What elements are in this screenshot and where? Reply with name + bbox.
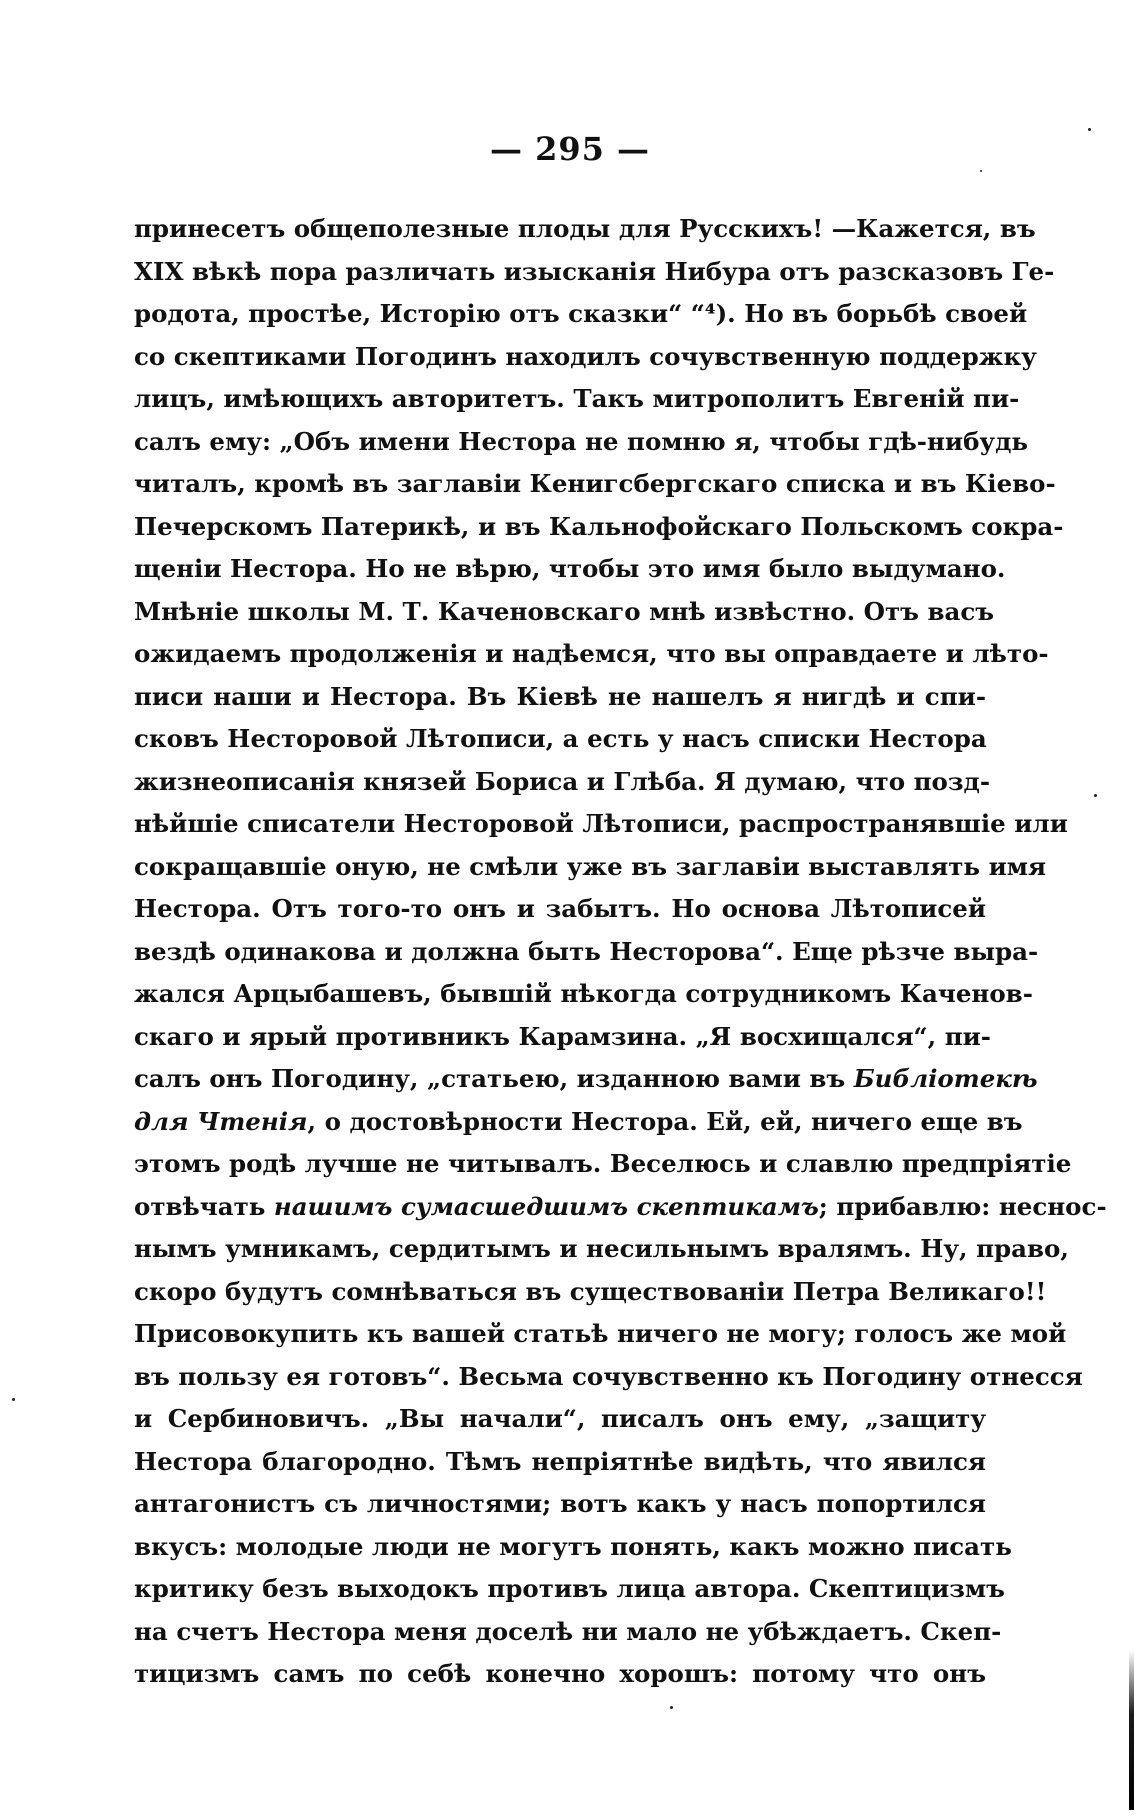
- text-line: вкусъ: молодые люди не могутъ понять, какъ можно писать: [134, 1531, 1012, 1561]
- text-line: этомъ родѣ лучше не читывалъ. Веселюсь и славлю предпріятіе: [134, 1149, 1072, 1178]
- text-line: жизнеописанія князей Бориса и Глѣба. Я думаю, что позд-: [134, 766, 990, 796]
- body-text: [134, 208, 1107, 1696]
- text-line: лицъ, имѣющихъ авторитетъ. Такъ митрополитъ Евгеній пи-: [134, 384, 1020, 413]
- text-line: сковъ Несторовой Лѣтописи, а есть у насъ списки Нестора: [134, 724, 987, 753]
- text-line: ожидаемъ продолженія и надѣемся, что вы оправдаете и лѣто-: [134, 639, 1049, 668]
- text-line: салъ ему: „Объ имени Нестора не помню я, чтобы гдѣ-нибудь: [134, 426, 1029, 456]
- text-line: салъ онъ Погодину, „статьею, изданною вами въ Библіотекѣ: [134, 1064, 1038, 1093]
- text-line: сокращавшіе оную, не смѣли уже въ заглавіи выставлять имя: [134, 851, 1047, 881]
- text-line: Печерскомъ Патерикѣ, и въ Кальнофойскаго Польскомъ сокра-: [134, 511, 1064, 541]
- scan-speck: [670, 1706, 673, 1709]
- text-line: Присовокупить къ вашей статьѣ ничего не могу; голосъ же мой: [134, 1319, 1067, 1348]
- text-line: принесетъ общеполезные плоды для Русскихъ! —Кажется, въ: [134, 214, 1036, 243]
- text-line: нымъ умникамъ, сердитымъ и несильнымъ вралямъ. Ну, право,: [134, 1234, 1069, 1263]
- text-line: критику безъ выходокъ противъ лица автора. Скептицизмъ: [134, 1574, 1005, 1603]
- scan-speck: [980, 170, 982, 172]
- italic-title: для Чтенія: [134, 1106, 308, 1136]
- text-line: писи наши и Нестора. Въ Кіевѣ не нашелъ я нигдѣ и спи-: [134, 681, 986, 711]
- text-line: антагонистъ съ личностями; вотъ какъ у насъ попортился: [134, 1489, 986, 1518]
- text-line: нѣйшіе списатели Несторовой Лѣтописи, распространявшіе или: [134, 809, 1068, 838]
- text-line: и Сербиновичъ. „Вы начали“, писалъ онъ ему, „защиту: [134, 1404, 986, 1433]
- scan-speck: [1088, 128, 1091, 131]
- italic-title: Библіотекѣ: [853, 1064, 1038, 1093]
- text-line: XIX вѣкѣ пора различать изысканія Нибура отъ разсказовъ Ге-: [134, 256, 1055, 286]
- scan-speck: [1094, 794, 1097, 797]
- text-line: Нестора благородно. Тѣмъ непріятнѣе видѣть, что явился: [134, 1446, 986, 1476]
- text-line: скаго и ярый противникъ Карамзина. „Я восхищался“, пи-: [134, 1021, 991, 1051]
- text-line: на счетъ Нестора меня доселѣ ни мало не убѣждаетъ. Скеп-: [134, 1616, 1002, 1646]
- text-line: для Чтенія, о достовѣрности Нестора. Ей, ей, ничего еще въ: [134, 1106, 1023, 1136]
- scan-edge-mark: [1129, 1650, 1134, 1810]
- text-line: жался Арцыбашевъ, бывшій нѣкогда сотрудникомъ Каченов-: [134, 979, 1033, 1008]
- scan-speck: [12, 1398, 15, 1401]
- text-line: отвѣчать нашимъ сумасшедшимъ скептикамъ; прибавлю: неснос-: [134, 1191, 1107, 1221]
- text-line: въ пользу ея готовъ“. Весьма сочувственно къ Погодину отнесся: [134, 1361, 1083, 1391]
- text-line: Мнѣніе школы М. Т. Каченовскаго мнѣ извѣстно. Отъ васъ: [134, 596, 995, 626]
- page-number: — 295 —: [489, 130, 651, 168]
- text-line: щеніи Нестора. Но не вѣрю, чтобы это имя было выдумано.: [134, 554, 1006, 583]
- text-line: Нестора. Отъ того-то онъ и забытъ. Но основа Лѣтописей: [134, 894, 986, 923]
- text-line: читалъ, кромѣ въ заглавіи Кенигсбергскаго списка и въ Кіево-: [134, 469, 1056, 498]
- text-line: родота, простѣе, Исторію отъ сказки“ “⁴). Но въ борьбѣ своей: [134, 299, 1028, 328]
- text-line: тицизмъ самъ по себѣ конечно хорошъ: потому что онъ: [134, 1659, 986, 1688]
- text-line: вездѣ одинакова и должна быть Несторова“. Еще рѣзче выра-: [134, 936, 1039, 966]
- text-line: скоро будутъ сомнѣваться въ существованіи Петра Великаго!!: [134, 1276, 1047, 1306]
- italic-emphasis: нашимъ сумасшедшимъ скептикамъ: [273, 1191, 819, 1221]
- text-line: со скептиками Погодинъ находилъ сочувственную поддержку: [134, 341, 1037, 371]
